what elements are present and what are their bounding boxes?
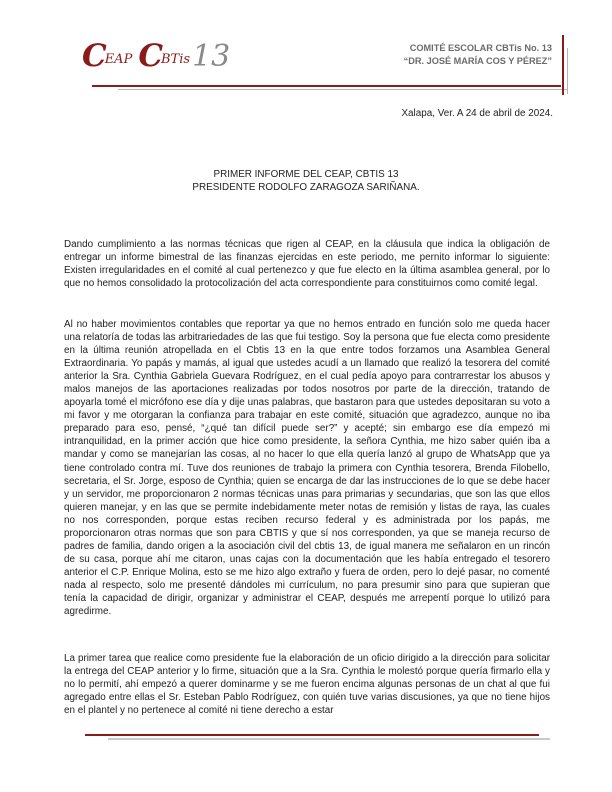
paragraph-account: Al no haber movimientos contables que reportar ya que no hemos entrado en función solo me queda hacer una relatoría de todas las arbitrariedades de las que fui testigo. Soy la persona que fue electa como presidente en la última reunión atropellada en el Cbtis 13 en la que entre todos forzamos una Asamblea General Extraordinaria. Yo papás y mamás, al igual que ustedes acudí a un llamado que realizó la tesorera del comité anterior la Sra. Cynthia Gabriela Guevara Rodríguez, en el cual pedía apoyo para contrarrestar los abusos y malos manejos de las aportaciones realizadas por todos nosotros por parte de la dirección, tratando de apoyarla tomé el micrófono ese día y dije unas palabras, que bastaron para que ustedes depositaran su voto a mi favor y me otorgaran la confianza para trabajar en este comité, situación que agradezco, aunque no iba preparado para eso, pensé, “¿qué tan difícil puede ser?” y acepté; sin embargo ese día empezó mi intranquilidad, en la primer acción que hice como presidente, la señora Cynthia, me hizo saber quién iba a mandar y como se manejarían las cosas, al no hacer lo que ella quería lanzó al grupo de WhatsApp que ya tiene controlado contra mí. Tuve dos reuniones de trabajo la primera con Cynthia tesorera, Brenda Filobello, secretaria, el Sr. Jorge, esposo de Cynthia; quien se encarga de dar las instrucciones de lo que se debe hacer y un servidor, me proporcionaron 2 normas técnicas unas para primarias y secundarias, que son las que ellos quieren manejar, y en las que se permite indebidamente meter notas de remisión y listas de raya, las cuales no nos corresponden, porque estas reciben recurso federal y es administrada por los papás, me proporcionaron otras normas que son para CBTIS y que sí nos corresponden, ya que se maneja recurso de padres de familia, dando origen a la asociación civil del cbtis 13, de igual manera me señalaron en un rincón de su casa, porque ahí me citaron, unas cajas con la documentación que les había entregado el tesorero anterior el C.P. Enrique Molina, esto se me hizo algo extraño y fuera de orden, pero lo dejé pasar, no comenté nada al respecto, solo me presenté dándoles mi currículum, no para presumir sino para que supieran que tenía la capacidad de dirigir, organizar y administrar el CEAP, después me arrepentí porque lo utilizó para agredirme. bbox=[64, 319, 550, 618]
header-red-vertical-rule bbox=[562, 35, 564, 95]
logo-cbtis-text: BTis bbox=[161, 52, 191, 67]
paragraph-intro: Dando cumplimiento a las normas técnicas que rigen al CEAP, en la cláusula que indica la obligación de entregar un informe bimestral de las finanzas ejercidas en este periodo, me pernito informar lo siguiente: Existen irregularidades en el comité al cual pertenezco y que fue electo en la última asamblea general, por lo que no hemos consolidado la protocolización del acta correspondiente para constituirnos como comité legal. bbox=[64, 239, 550, 290]
committee-school-name: “DR. JOSÉ MARÍA COS Y PÉREZ” bbox=[403, 56, 552, 66]
logo-ceap-initial: C bbox=[82, 38, 105, 74]
logo-number: 13 bbox=[192, 39, 231, 74]
paragraph-first-task: La primer tarea que realice como presidente fue la elaboración de un oficio dirigido a la dirección para solicitar la entrega del CEAP anterior y lo firme, situación que a la Sra. Cynthia le molestó porque quería firmarlo ella y no lo permití, ahí empezó a querer dominarme y se me fueron encima algunas personas de un chat al que fui agregado entre ellas el Sr. Esteban Pablo Rodríguez, con quién tuve varias discusiones, ya que no tiene hijos en el plantel y no pertenece al comité ni tiene derecho a estar bbox=[64, 653, 550, 717]
title-line-1: PRIMER INFORME DEL CEAP, CBTIS 13 bbox=[213, 169, 399, 180]
footer-red-rule bbox=[85, 734, 539, 736]
logo-ceap-text: EAP bbox=[104, 52, 133, 67]
document-date: Xalapa, Ver. A 24 de abril de 2024. bbox=[401, 108, 553, 119]
document-title bbox=[0, 168, 612, 194]
logo-cbtis-initial: C bbox=[138, 38, 161, 74]
footer-grey-rule bbox=[108, 738, 550, 740]
committee-header bbox=[404, 42, 552, 68]
committee-name: COMITÉ ESCOLAR CBTis No. 13 bbox=[409, 43, 552, 53]
header-red-rule bbox=[92, 85, 561, 87]
title-line-2: PRESIDENTE RODOLFO ZARAGOZA SARIÑANA. bbox=[192, 182, 420, 193]
ceap-cbtis-logo bbox=[82, 38, 230, 74]
header-grey-vertical-rule bbox=[567, 48, 568, 94]
header-grey-rule bbox=[118, 89, 568, 90]
